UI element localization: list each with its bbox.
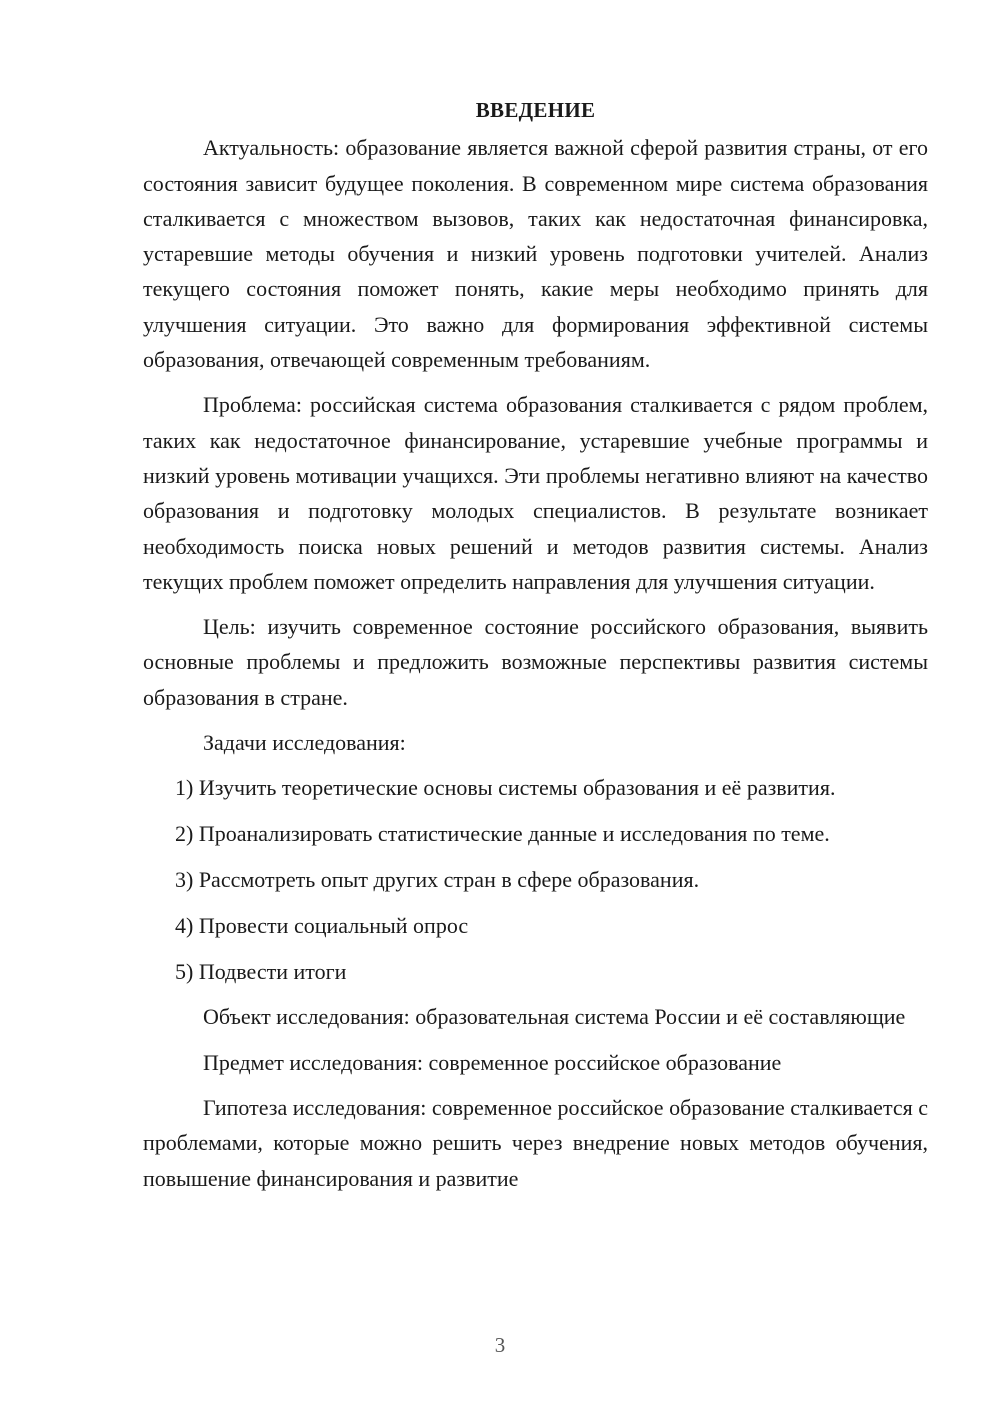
hypothesis-paragraph: Гипотеза исследования: современное российское образование сталкивается с проблемами, которые можно решить через внедрение новых методов обучения, повышение финансирования и развитие [143, 1094, 928, 1191]
subject-paragraph: Предмет исследования: современное российское образование [203, 1049, 782, 1075]
tasks-list [143, 770, 928, 988]
goal-paragraph: Цель: изучить современное состояние российского образования, выявить основные проблемы и предложить возможные перспективы развития системы образования в стране. [143, 614, 928, 710]
relevance-paragraph: Актуальность: образование является важной сферой развития страны, от его состояния зависит будущее поколения. В современном мире система образования сталкивается с множеством вызовов, таких как недостаточная финансировка, устаревшие методы обучения и низкий уровень подготовки учителей. Анализ текущего состояния поможет понять, какие меры необходимо принять для улучшения ситуации. Это важно для формирования эффективной системы образования, отвечающей современным требованиям. [143, 135, 928, 373]
object-paragraph: Объект исследования: образовательная система России и её составляющие [203, 1004, 906, 1030]
task-item: 4) Провести социальный опрос [175, 912, 469, 938]
task-item: 3) Рассмотреть опыт других стран в сфере образования. [175, 866, 700, 892]
page-content [143, 93, 928, 1206]
problem-paragraph: Проблема: российская система образования сталкивается с рядом проблем, таких как недостаточное финансирование, устаревшие учебные программы и низкий уровень мотивации учащихся. Эти проблемы негативно влияют на качество образования и подготовку молодых специалистов. В результате возникает необходимость поиска новых решений и методов развития системы. Анализ текущих проблем поможет определить направления для улучшения ситуации. [143, 392, 928, 594]
task-item: 5) Подвести итоги [175, 958, 347, 984]
tasks-title: Задачи исследования: [203, 730, 406, 756]
task-item: 1) Изучить теоретические основы системы образования и её развития. [175, 775, 836, 801]
task-item: 2) Проанализировать статистические данные и исследования по теме. [175, 821, 830, 847]
page-number: 3 [494, 1333, 506, 1357]
section-heading: ВВЕДЕНИЕ [475, 98, 596, 122]
